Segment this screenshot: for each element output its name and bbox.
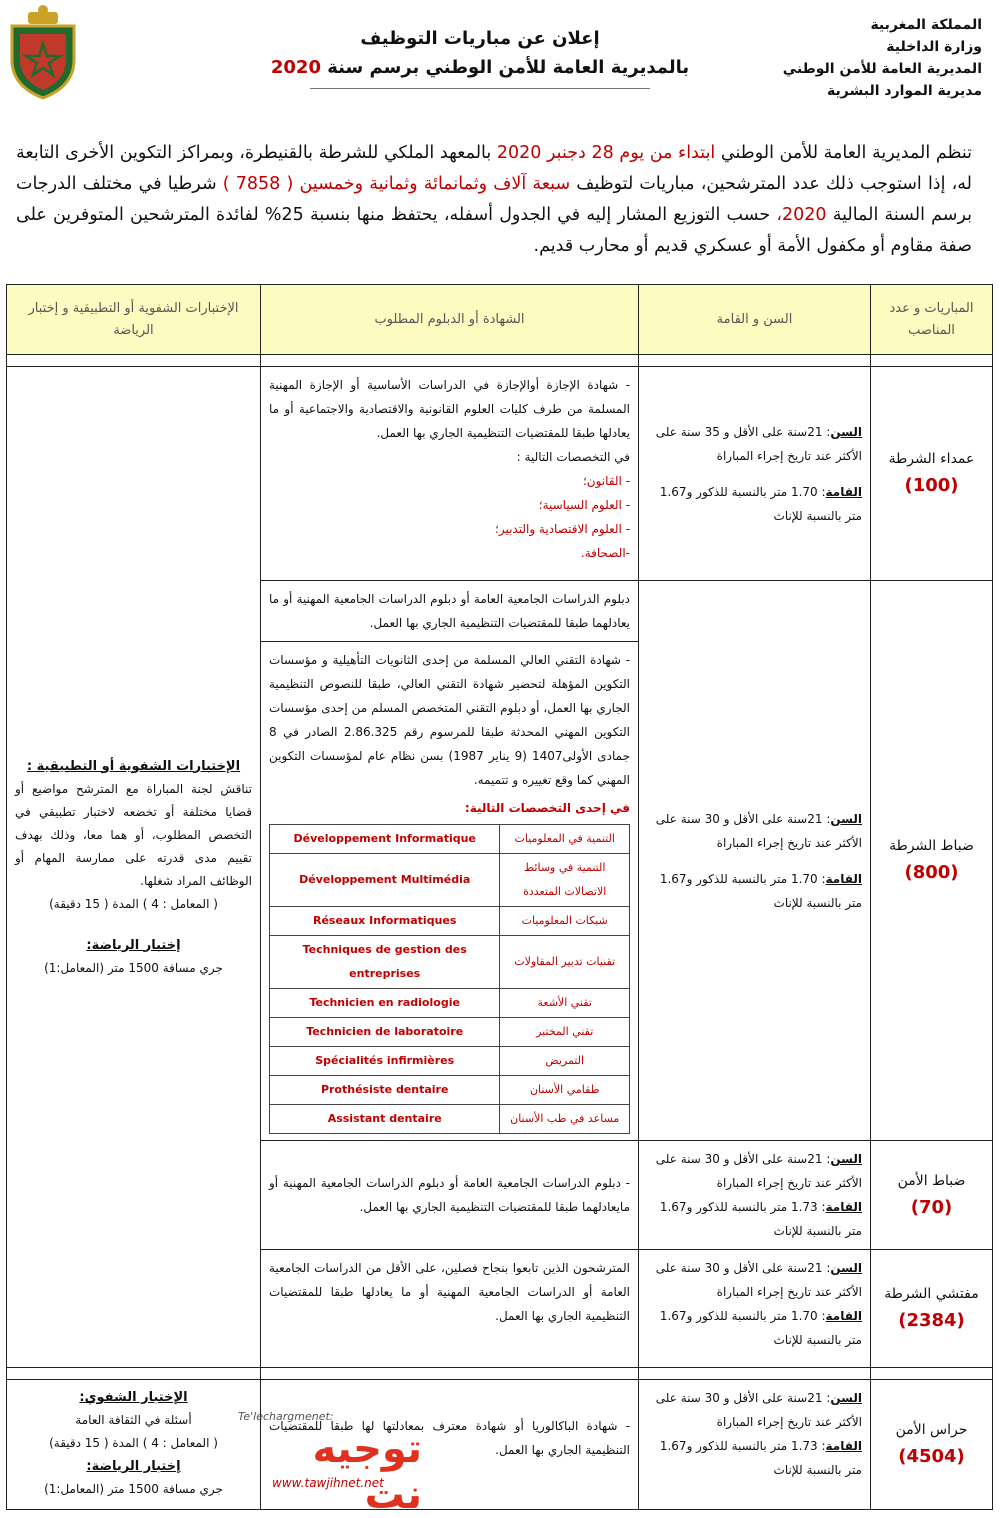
- post-cell: [871, 1380, 993, 1510]
- spec-fr: Développement Multimédia: [270, 854, 500, 907]
- ministry-line: المملكة المغربية: [870, 17, 982, 33]
- height-text: : 1.70 متر بالنسبة للذكور و1.67 متر بالنسبة للإناث: [659, 484, 862, 523]
- post-count: (4504): [898, 1446, 965, 1467]
- intro-text: تنظم المديرية العامة للأمن الوطني: [720, 143, 972, 163]
- height-text: : 1.70 متر بالنسبة للذكور و1.67 متر بالنسبة للإناث: [659, 1309, 862, 1347]
- tests-body: أسئلة في الثقافة العامة: [75, 1413, 192, 1427]
- intro-fiscal-year: 2020،: [776, 205, 827, 225]
- specialties-table: [269, 824, 630, 1134]
- post-cell: [871, 581, 993, 1141]
- spec-fr: Spécialités infirmières: [270, 1047, 500, 1076]
- diploma-cell: [261, 581, 639, 1141]
- header-posts: المباريات و عدد المناصب: [871, 285, 993, 355]
- intro-text: حسب التوزيع المشار إليه في الجدول أسفله، يحتفظ منها بنسبة 25% لفائدة المترشحين المتوفرين على صفة مقاوم أو مكفول الأمة أو عسكري قديم أو محارب قديم.: [16, 205, 972, 256]
- height-label: القامة: [825, 1439, 862, 1453]
- intro-date: ابتداء من يوم 28 دجنبر 2020: [496, 143, 716, 163]
- intro-total-posts: سبعة آلاف وثمانمائة وثمانية وخمسين ( 7858 ): [222, 174, 571, 194]
- height-text: : 1.73 متر بالنسبة للذكور و1.67 متر بالنسبة للإناث: [659, 1439, 862, 1477]
- age-label: السن: [830, 1152, 862, 1166]
- spacer-row: [7, 1368, 993, 1380]
- diploma-text: - شهادة التقني العالي المسلمة من إحدى الثانويات التأهيلية و مؤسسات التكوين المؤهلة لتحضير شهادة التقني العالي، طبقا للنصوص التنظيمية الجاري بها العمل، أو دبلوم التقني المتخصص المسلم من إحدى مؤسسات التكوين المهني المحدثة طبقا للمرسوم رقم 2.86.325 الصادر في 8 جمادى الأولى1407 (9 يناير 1987) بسن نظام عام لمؤسسات التكوين المهني كما وقع تغييره و تتميمه.: [269, 653, 630, 787]
- age-label: السن: [830, 811, 862, 826]
- title-divider: [310, 88, 650, 89]
- post-name: مفتشي الشرطة: [884, 1286, 979, 1302]
- spec-item: -الصحافة.: [580, 546, 630, 560]
- spec-intro: في التخصصات التالية :: [516, 450, 630, 464]
- tests-cell: [7, 367, 261, 1368]
- age-text: : 21سنة على الأقل و 30 سنة على الأكثر عند تاريخ إجراء المباراة: [655, 1261, 862, 1299]
- diploma-cell: [261, 1250, 639, 1368]
- diploma-text: دبلوم الدراسات الجامعية العامة أو دبلوم الدراسات الجامعية المهنية أو ما يعادلهما طبقا للمقتضيات التنظيمية الجاري بها العمل.: [261, 581, 638, 642]
- height-label: القامة: [825, 484, 862, 499]
- spec-ar: التنمية في وسائط الاتصالات المتعددة: [500, 854, 630, 907]
- age-cell: [639, 1250, 871, 1368]
- spec-item: - العلوم السياسية؛: [538, 498, 630, 512]
- spec-ar: التنمية في المعلوميات: [500, 825, 630, 854]
- table-row: [7, 1380, 993, 1510]
- height-text: : 1.70 متر بالنسبة للذكور و1.67 متر بالنسبة للإناث: [659, 871, 862, 910]
- tests-cell: [7, 1380, 261, 1510]
- intro-paragraph: [16, 138, 972, 262]
- ministry-line: وزارة الداخلية: [886, 39, 982, 55]
- diploma-text: - شهادة الإجازة أوالإجازة في الدراسات الأساسية أو الإجازة المهنية المسلمة من طرف كليات العلوم القانونية والاقتصادية والاجتماعية أو ما يعادلها طبقا للمقتضيات التنظيمية الجاري بها العمل.: [269, 378, 630, 440]
- post-count: (100): [904, 475, 959, 496]
- post-cell: [871, 1141, 993, 1250]
- sport-body: جري مسافة 1500 متر (المعامل:1): [44, 1482, 223, 1496]
- watermark-brand: توجيه نت: [312, 1426, 422, 1518]
- header-age: السن و القامة: [639, 285, 871, 355]
- watermark: [232, 1410, 422, 1518]
- spec-ar: مساعد في طب الأسنان: [500, 1105, 630, 1134]
- post-count: (70): [910, 1196, 953, 1218]
- spec-fr: Techniques de gestion des entreprises: [270, 936, 500, 989]
- post-name: حراس الأمن: [895, 1422, 968, 1438]
- spec-title: في إحدى التخصصات التالية:: [464, 801, 630, 815]
- age-cell: [639, 1380, 871, 1510]
- diploma-cell: [261, 367, 639, 581]
- age-text: : 21سنة على الأقل و 35 سنة على الأكثر عند تاريخ إجراء المباراة: [655, 424, 862, 463]
- document-header: [0, 0, 1000, 120]
- diploma-text: - دبلوم الدراسات الجامعية العامة أو دبلوم الدراسات الجامعية المهنية أو مايعادلهما طبقا للمقتضيات التنظيمية الجاري بها العمل.: [269, 1176, 630, 1214]
- age-cell: [639, 367, 871, 581]
- age-cell: [639, 1141, 871, 1250]
- spec-fr: Prothésiste dentaire: [270, 1076, 500, 1105]
- post-cell: [871, 1250, 993, 1368]
- spacer-row: [7, 355, 993, 367]
- diploma-cell: [261, 1141, 639, 1250]
- spec-row: [270, 1105, 630, 1134]
- diploma-text: - شهادة الباكالوريا أو شهادة معترف بمعادلتها لها طبقا للمقتضيات التنظيمية الجاري بها العمل.: [269, 1419, 630, 1457]
- title-line-2-text: بالمديرية العامة للأمن الوطني برسم سنة: [327, 57, 690, 78]
- table-row: [7, 367, 993, 581]
- age-label: السن: [830, 1391, 862, 1405]
- tests-heading: الإختبارات الشفوية أو التطبيقية :: [26, 758, 241, 774]
- age-label: السن: [830, 424, 862, 439]
- spec-ar: شبكات المعلوميات: [500, 907, 630, 936]
- spec-row: [270, 936, 630, 989]
- spec-row: [270, 1076, 630, 1105]
- title-line-1: إعلان عن مباريات التوظيف: [360, 28, 600, 49]
- tests-heading: الإختبار الشفوي:: [79, 1390, 188, 1405]
- spec-fr: Développement Informatique: [270, 825, 500, 854]
- police-emblem-icon: [6, 4, 80, 100]
- spec-ar: طقامي الأسنان: [500, 1076, 630, 1105]
- spec-row: [270, 907, 630, 936]
- height-label: القامة: [825, 871, 862, 886]
- height-label: القامة: [825, 1200, 862, 1214]
- tests-coef: ( المعامل : 4 ) المدة ( 15 دقيقة): [49, 1436, 218, 1450]
- sport-body: جري مسافة 1500 متر (المعامل:1): [44, 960, 223, 975]
- height-label: القامة: [825, 1309, 862, 1323]
- post-name: ضباط الأمن: [897, 1172, 966, 1189]
- post-count: (800): [904, 862, 959, 883]
- spec-row: [270, 854, 630, 907]
- age-text: : 21سنة على الأقل و 30 سنة على الأكثر عند تاريخ إجراء المباراة: [655, 811, 862, 850]
- spec-fr: Assistant dentaire: [270, 1105, 500, 1134]
- announcement-title: [230, 28, 730, 89]
- tests-coef: ( المعامل : 4 ) المدة ( 15 دقيقة): [49, 896, 218, 911]
- intro-text: شرطيا في مختلف الدرجات برسم السنة المالية: [16, 174, 972, 225]
- watermark-label: Te'lechargmenet:: [238, 1410, 334, 1423]
- sport-heading: إختبار الرياضة:: [86, 1459, 181, 1474]
- age-cell: [639, 581, 871, 1141]
- spec-ar: تقني المختبر: [500, 1018, 630, 1047]
- age-text: : 21سنة على الأقل و 30 سنة على الأكثر عند تاريخ إجراء المباراة: [655, 1391, 862, 1429]
- title-year: 2020: [270, 57, 321, 78]
- spec-fr: Réseaux Informatiques: [270, 907, 500, 936]
- post-cell: [871, 367, 993, 581]
- tests-body: تناقش لجنة المباراة مع المترشح مواضيع أو قضايا مختلفة أو تخضعه لاختبار تطبيقي في التخصص المطلوب، أو هما معا، وذلك بهدف تقييم مدى قدرته على ممارسة المهام أو الوظائف المراد شغلها.: [15, 781, 252, 888]
- spec-ar: تقنيات تدبير المقاولات: [500, 936, 630, 989]
- intro-text: بالمعهد الملكي للشرطة بالقنيطرة، وبمراكز التكوين الأخرى التابعة له، إذا استوجب ذلك عدد المترشحين، مباريات لتوظيف: [16, 143, 972, 194]
- ministry-line: المديرية العامة للأمن الوطني: [782, 61, 982, 77]
- post-count: (2384): [898, 1310, 965, 1331]
- height-text: : 1.73 متر بالنسبة للذكور و1.67 متر بالنسبة للإناث: [659, 1200, 862, 1238]
- post-name: عمداء الشرطة: [888, 451, 975, 467]
- post-name: ضباط الشرطة: [889, 838, 974, 854]
- spec-item: - القانون؛: [582, 474, 630, 488]
- spec-ar: التمريض: [500, 1047, 630, 1076]
- ministry-line: مديرية الموارد البشرية: [827, 83, 982, 99]
- ministry-block: [783, 14, 982, 102]
- spec-ar: تقني الأشعة: [500, 989, 630, 1018]
- spec-row: [270, 1018, 630, 1047]
- spec-row: [270, 825, 630, 854]
- spec-fr: Technicien en radiologie: [270, 989, 500, 1018]
- header-tests: الإختبارات الشفوية أو التطبيقية و إختبار الرياضة: [7, 285, 261, 355]
- sport-heading: إختبار الرياضة:: [86, 937, 181, 953]
- age-text: : 21سنة على الأقل و 30 سنة على الأكثر عند تاريخ إجراء المباراة: [655, 1152, 862, 1190]
- spec-row: [270, 1047, 630, 1076]
- title-line-2: [230, 57, 730, 78]
- spec-row: [270, 989, 630, 1018]
- age-label: السن: [830, 1261, 862, 1275]
- spec-item: - العلوم الاقتصادية والتدبير؛: [495, 522, 630, 536]
- diploma-text: المترشحون الذين تابعوا بنجاح فصلين، على الأقل من الدراسات الجامعية العامة أو الدراسات الجامعية المهنية أو ما يعادلها طبقا للمقتضيات التنظيمية الجاري بها العمل.: [269, 1261, 630, 1323]
- header-diploma: الشهادة أو الدبلوم المطلوب: [261, 285, 639, 355]
- spec-fr: Technicien de laboratoire: [270, 1018, 500, 1047]
- watermark-url: www.tawjihnet.net: [272, 1476, 384, 1490]
- recruitment-table: [6, 284, 993, 1510]
- table-header-row: [7, 285, 993, 355]
